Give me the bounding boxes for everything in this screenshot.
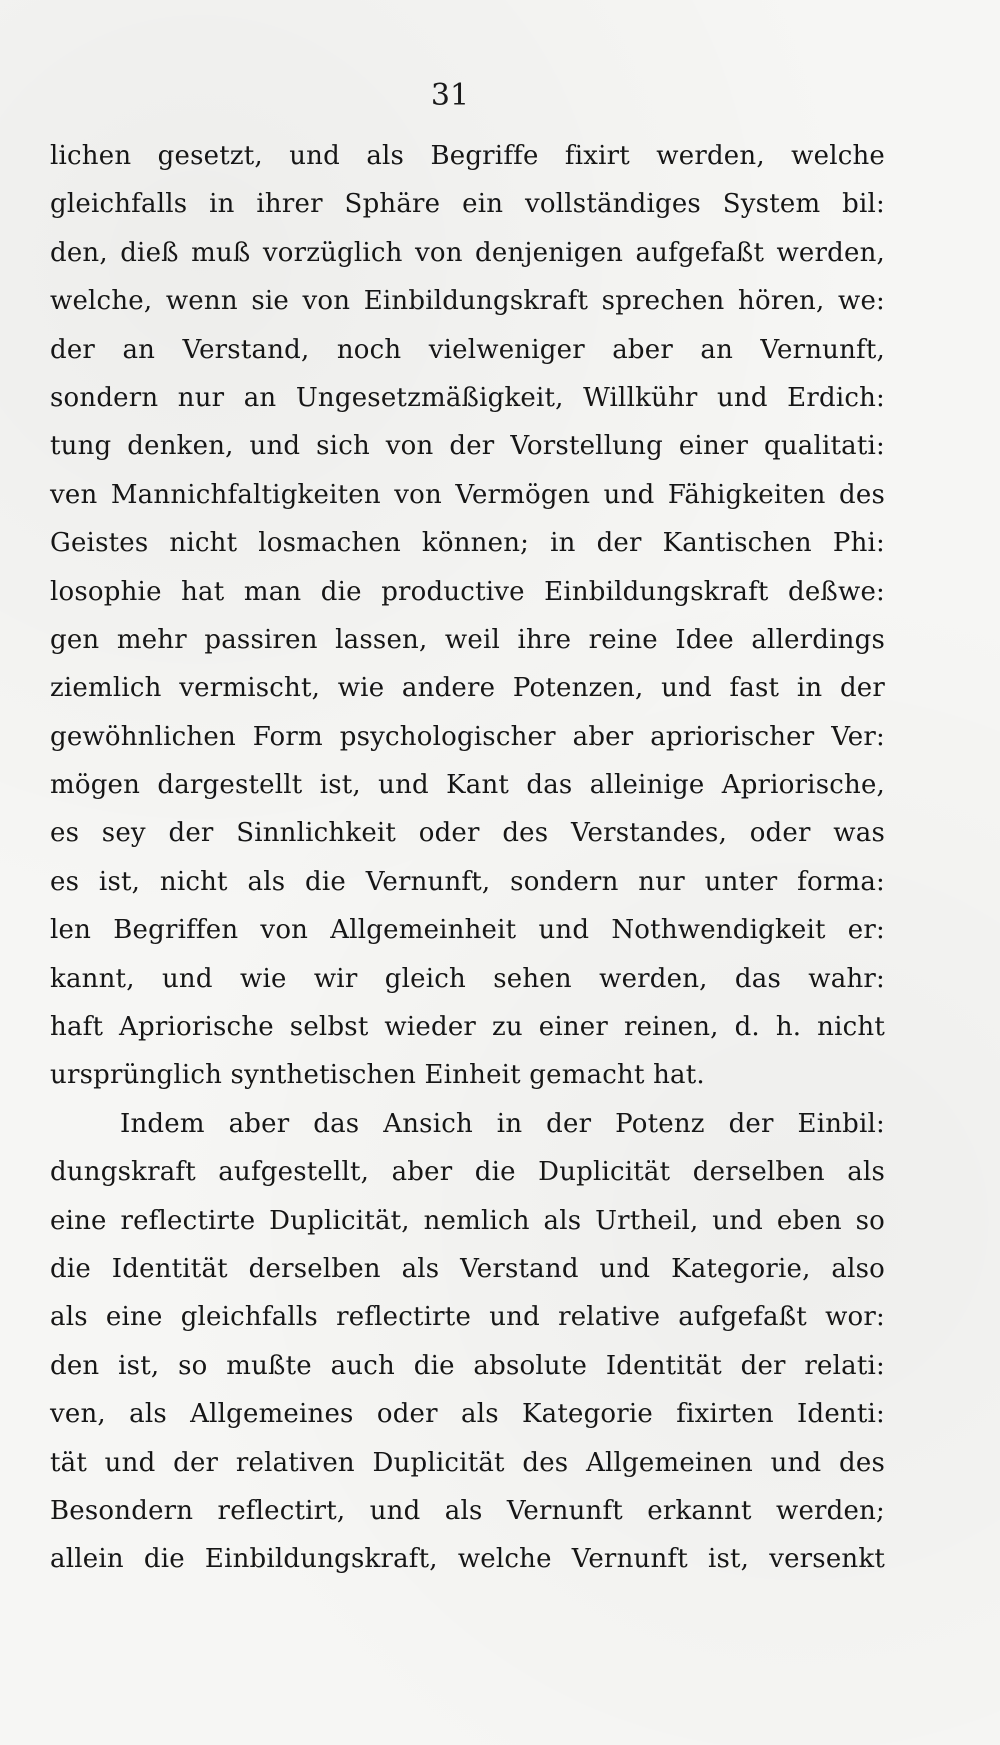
paragraph-end-line: ursprünglich synthetischen Einheit gemacht hat.	[50, 1060, 705, 1091]
text-line: len Begriffen von Allgemeinheit und Nothwendigkeit er:	[50, 915, 885, 946]
text-line: eine reflectirte Duplicität, nemlich als Urtheil, und eben so	[50, 1205, 885, 1236]
text-line: gen mehr passiren lassen, weil ihre reine Idee allerdings	[50, 624, 885, 655]
text-line: losophie hat man die productive Einbildungskraft deßwe:	[50, 576, 885, 607]
text-line: gewöhnlichen Form psychologischer aber apriorischer Ver:	[50, 721, 885, 752]
text-line: mögen dargestellt ist, und Kant das alleinige Apriorische,	[50, 770, 885, 801]
page-number: 31	[430, 78, 470, 113]
body-text	[50, 132, 885, 1584]
text-line: lichen gesetzt, und als Begriffe fixirt werden, welche	[50, 141, 885, 171]
text-line: Geistes nicht losmachen können; in der Kantischen Phi:	[50, 528, 885, 559]
text-line: tung denken, und sich von der Vorstellung einer qualitati:	[50, 431, 885, 462]
text-line: die Identität derselben als Verstand und Kategorie, also	[50, 1253, 885, 1284]
text-line: kannt, und wie wir gleich sehen werden, das wahr:	[50, 963, 885, 994]
text-line: den, dieß muß vorzüglich von denjenigen aufgefaßt werden,	[50, 237, 885, 268]
text-line: haft Apriorische selbst wieder zu einer reinen, d. h. nicht	[50, 1012, 885, 1043]
text-line: dungskraft aufgestellt, aber die Duplicität derselben als	[50, 1157, 885, 1188]
text-line: sondern nur an Ungesetzmäßigkeit, Willkühr und Erdich:	[50, 382, 885, 413]
text-line: gleichfalls in ihrer Sphäre ein vollständiges System bil:	[50, 189, 885, 220]
text-line: ven Mannichfaltigkeiten von Vermögen und Fähigkeiten des	[50, 479, 885, 510]
text-line: es sey der Sinnlichkeit oder des Verstandes, oder was	[50, 818, 885, 849]
text-line: es ist, nicht als die Vernunft, sondern nur unter forma:	[50, 866, 885, 897]
text-line: den ist, so mußte auch die absolute Identität der relati:	[50, 1350, 885, 1381]
text-line: welche, wenn sie von Einbildungskraft sprechen hören, we:	[50, 286, 885, 317]
text-line: Besondern reflectirt, und als Vernunft erkannt werden;	[50, 1495, 885, 1526]
text-line: ven, als Allgemeines oder als Kategorie fixirten Identi:	[50, 1399, 885, 1430]
text-line: allein die Einbildungskraft, welche Vernunft ist, versenkt	[50, 1544, 885, 1575]
text-line: ziemlich vermischt, wie andere Potenzen, und fast in der	[50, 673, 885, 704]
text-line: tät und der relativen Duplicität des Allgemeinen und des	[50, 1447, 885, 1478]
text-line: der an Verstand, noch vielweniger aber an Vernunft,	[50, 334, 885, 365]
paragraph-start-line: Indem aber das Ansich in der Potenz der Einbil:	[120, 1108, 885, 1139]
text-line: als eine gleichfalls reflectirte und relative aufgefaßt wor:	[50, 1302, 885, 1333]
